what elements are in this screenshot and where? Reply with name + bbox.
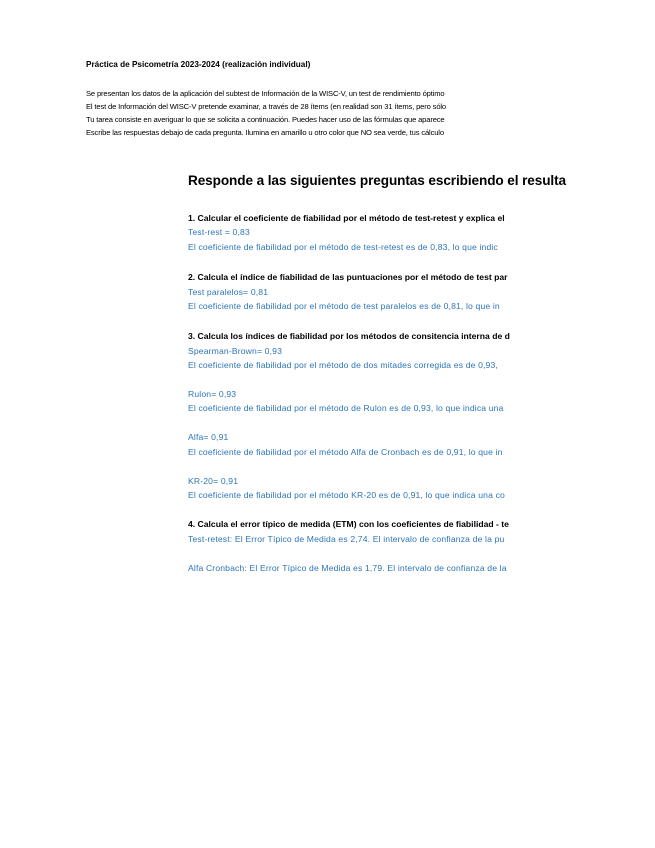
answer-1-explanation: El coeficiente de fiabilidad por el método de test-retest es de 0,83, lo que indic <box>188 242 498 252</box>
answer-4-alfa: Alfa Cronbach: El Error Típico de Medida es 1,79. El intervalo de confianza de la <box>188 563 507 573</box>
intro-line-4: Escribe las respuestas debajo de cada pregunta. Ilumina en amarillo u otro color que NO sea verde, tus cálculo <box>86 128 444 137</box>
answer-3-spearman-value: Spearman-Brown= 0,93 <box>188 346 283 356</box>
answer-3-rulon-explanation: El coeficiente de fiabilidad por el método de Rulon es de 0,93, lo que indica una <box>188 403 504 413</box>
answer-3-kr20-explanation: El coeficiente de fiabilidad por el método KR-20 es de 0,91, lo que indica una co <box>188 490 505 500</box>
answer-2-value: Test paralelos= 0,81 <box>188 287 269 297</box>
question-4: 4. Calcula el error típico de medida (ETM) con los coeficientes de fiabilidad - te <box>188 519 509 529</box>
intro-line-2: El test de Información del WISC-V pretende examinar, a través de 28 ítems (en realidad son 31 ítems, pero sólo <box>86 102 447 111</box>
document-title: Práctica de Psicometría 2023-2024 (realización individual) <box>86 60 311 69</box>
question-3: 3. Calcula los índices de fiabilidad por los métodos de consitencia interna de d <box>188 331 510 341</box>
answer-1-value: Test-rest = 0,83 <box>188 227 250 237</box>
answer-4-retest: Test-retest: El Error Típico de Medida es 2,74. El intervalo de confianza de la pu <box>188 534 505 544</box>
question-2: 2. Calcula el índice de fiabilidad de las puntuaciones por el método de test par <box>188 272 508 282</box>
question-1: 1. Calcular el coeficiente de fiabilidad por el método de test-retest y explica el <box>188 213 505 223</box>
answer-3-alfa-explanation: El coeficiente de fiabilidad por el método Alfa de Cronbach es de 0,91, lo que in <box>188 447 503 457</box>
answer-3-spearman-explanation: El coeficiente de fiabilidad por el método de dos mitades corregida es de 0,93, <box>188 360 498 370</box>
answer-3-rulon-value: Rulon= 0,93 <box>188 389 237 399</box>
answer-2-explanation: El coeficiente de fiabilidad por el método de test paralelos es de 0,81, lo que in <box>188 301 500 311</box>
answer-3-kr20-value: KR-20= 0,91 <box>188 476 239 486</box>
section-heading: Responde a las siguientes preguntas escribiendo el resulta <box>188 173 566 188</box>
intro-line-3: Tu tarea consiste en averiguar lo que se solicita a continuación. Puedes hacer uso de las fórmulas que aparece <box>86 115 445 124</box>
intro-line-1: Se presentan los datos de la aplicación del subtest de Información de la WISC-V, un test de rendimiento óptimo <box>86 89 445 98</box>
answer-3-alfa-value: Alfa= 0,91 <box>188 432 229 442</box>
